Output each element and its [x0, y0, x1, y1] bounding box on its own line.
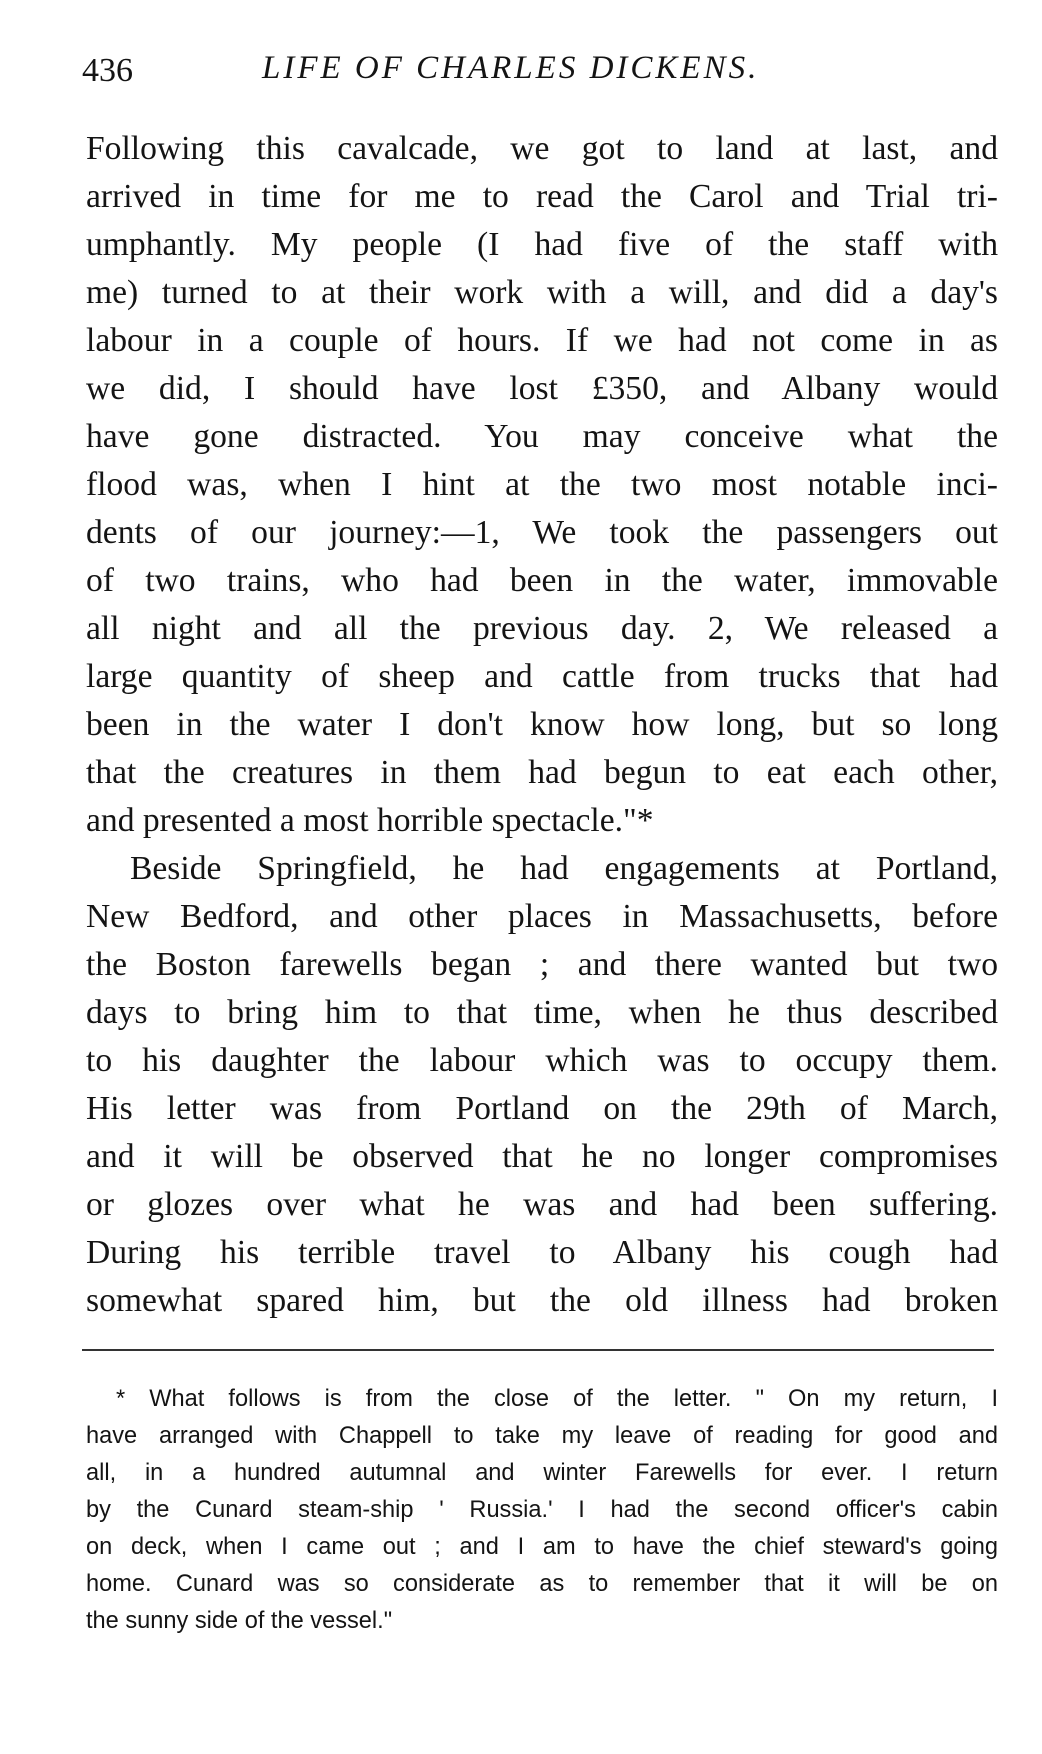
footnote-line: home. Cunard was so considerate as to remember that it will be on	[86, 1571, 998, 1597]
body-line: New Bedford, and other places in Massachusetts, before	[86, 898, 998, 935]
body-line: During his terrible travel to Albany his cough had	[86, 1234, 998, 1271]
footnote-line: by the Cunard steam-ship ' Russia.' I had the second officer's cabin	[86, 1497, 998, 1523]
body-text	[86, 125, 998, 1325]
body-line: dents of our journey:—1, We took the passengers out	[86, 514, 998, 551]
body-line: somewhat spared him, but the old illness had broken	[86, 1282, 998, 1319]
body-line: labour in a couple of hours. If we had not come in as	[86, 322, 998, 359]
body-line: His letter was from Portland on the 29th of March,	[86, 1090, 998, 1127]
running-head: LIFE OF CHARLES DICKENS.	[262, 50, 760, 86]
body-line: of two trains, who had been in the water, immovable	[86, 562, 998, 599]
body-line: we did, I should have lost £350, and Albany would	[86, 370, 998, 407]
body-line: been in the water I don't know how long, but so long	[86, 706, 998, 743]
footnote-line: have arranged with Chappell to take my leave of reading for good and	[86, 1423, 998, 1449]
body-line: and it will be observed that he no longer compromises	[86, 1138, 998, 1175]
footnote-line: all, in a hundred autumnal and winter Farewells for ever. I return	[86, 1460, 998, 1486]
body-line: have gone distracted. You may conceive what the	[86, 418, 998, 455]
body-line: Beside Springfield, he had engagements at Portland,	[130, 850, 998, 887]
body-line: large quantity of sheep and cattle from trucks that had	[86, 658, 998, 695]
footnote-line: the sunny side of the vessel."	[86, 1608, 393, 1634]
body-line: arrived in time for me to read the Carol and Trial tri-	[86, 178, 998, 215]
footnote-rule	[82, 1349, 994, 1351]
body-line: all night and all the previous day. 2, We released a	[86, 610, 998, 647]
body-line: that the creatures in them had begun to eat each other,	[86, 754, 998, 791]
body-line: or glozes over what he was and had been suffering.	[86, 1186, 998, 1223]
body-line: flood was, when I hint at the two most notable inci-	[86, 466, 998, 503]
page-number: 436	[82, 52, 133, 89]
footnote-line: on deck, when I came out ; and I am to have the chief steward's going	[86, 1534, 998, 1560]
footnote-line: * What follows is from the close of the letter. " On my return, I	[116, 1386, 998, 1412]
footnote	[86, 1381, 998, 1640]
body-line: and presented a most horrible spectacle."*	[86, 802, 654, 839]
body-line: me) turned to at their work with a will, and did a day's	[86, 274, 998, 311]
body-line: days to bring him to that time, when he thus described	[86, 994, 998, 1031]
body-line: Following this cavalcade, we got to land at last, and	[86, 130, 998, 167]
body-line: umphantly. My people (I had five of the staff with	[86, 226, 998, 263]
body-line: the Boston farewells began ; and there wanted but two	[86, 946, 998, 983]
body-line: to his daughter the labour which was to occupy them.	[86, 1042, 998, 1079]
